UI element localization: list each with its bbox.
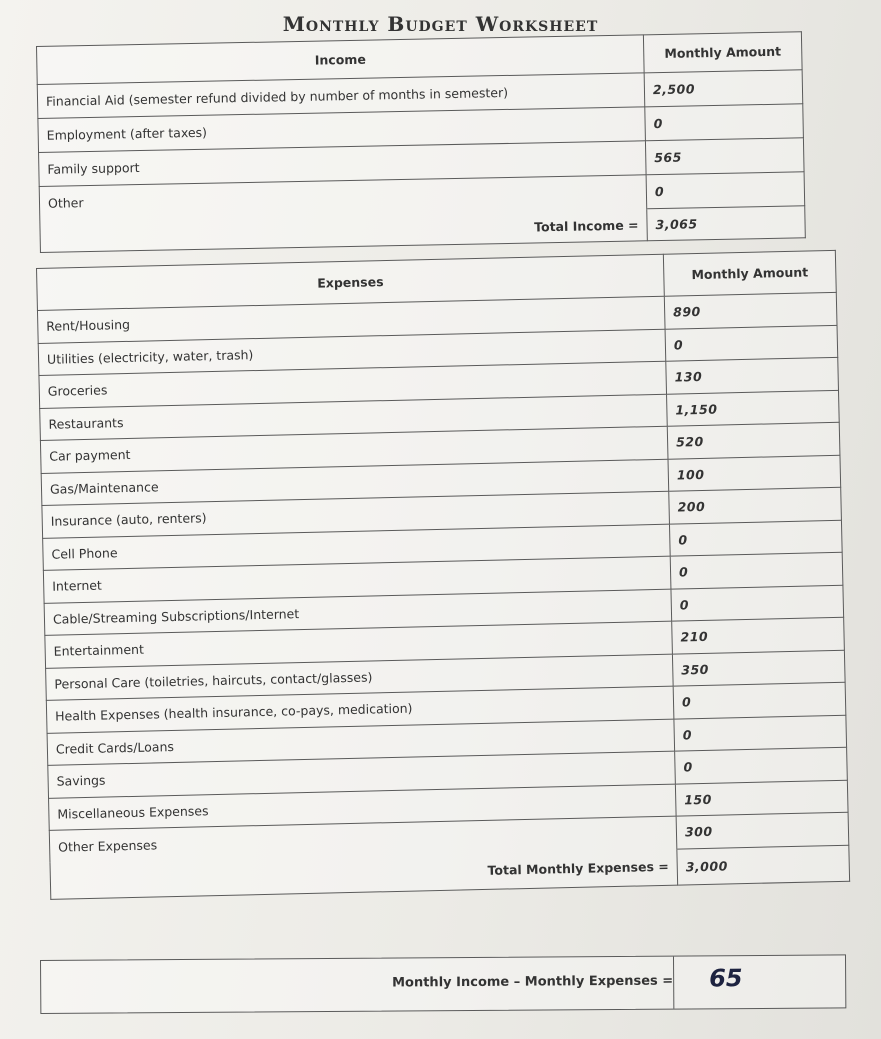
expense-row-amount: 350 bbox=[672, 650, 845, 686]
expense-row-amount: 210 bbox=[672, 617, 845, 653]
expense-row-label: Cable/Streaming Subscriptions/Internet bbox=[44, 589, 672, 636]
difference-label: Monthly Income – Monthly Expenses = bbox=[392, 973, 674, 991]
expense-row-amount: 0 bbox=[674, 715, 847, 751]
difference-value: 65 bbox=[709, 964, 743, 993]
expense-row-amount: 200 bbox=[669, 487, 842, 523]
expenses-header-amount: Monthly Amount bbox=[663, 250, 836, 296]
expense-row-amount: 520 bbox=[667, 422, 840, 458]
expense-row-label: Other Expenses bbox=[49, 816, 677, 863]
expense-row-label: Internet bbox=[43, 556, 671, 603]
expense-row-label: Restaurants bbox=[40, 394, 668, 441]
expense-row-amount: 890 bbox=[664, 292, 837, 328]
income-row-amount: 0 bbox=[645, 104, 804, 141]
income-header-amount: Monthly Amount bbox=[643, 32, 802, 73]
income-total-label: Total Income = bbox=[40, 209, 648, 253]
expense-row-label: Utilities (electricity, water, trash) bbox=[38, 329, 666, 376]
expense-row-amount: 0 bbox=[675, 747, 848, 783]
expense-row-label: Health Expenses (health insurance, co-pays, medication) bbox=[46, 686, 674, 733]
income-row-label: Employment (after taxes) bbox=[38, 107, 646, 153]
income-row-label: Financial Aid (semester refund divided by number of months in semester) bbox=[37, 73, 645, 119]
difference-divider bbox=[673, 957, 674, 1009]
expense-row-label: Car payment bbox=[40, 426, 668, 473]
expenses-total-label: Total Monthly Expenses = bbox=[50, 849, 678, 899]
expense-row-amount: 130 bbox=[666, 357, 839, 393]
difference-box bbox=[40, 954, 846, 1014]
income-row-amount: 0 bbox=[646, 172, 805, 209]
expense-row-amount: 0 bbox=[665, 325, 838, 361]
expense-row-amount: 100 bbox=[668, 455, 841, 491]
expense-row-label: Personal Care (toiletries, haircuts, contact/glasses) bbox=[46, 654, 674, 701]
expense-row-amount: 0 bbox=[671, 585, 844, 621]
expenses-total-amount: 3,000 bbox=[677, 845, 850, 885]
income-row-amount: 2,500 bbox=[644, 70, 803, 107]
income-row-label: Family support bbox=[39, 141, 647, 187]
expenses-header-label: Expenses bbox=[37, 254, 665, 310]
expense-row-label: Cell Phone bbox=[43, 524, 671, 571]
expense-row-label: Groceries bbox=[39, 361, 667, 408]
expense-row-amount: 150 bbox=[675, 780, 848, 816]
expense-row-amount: 0 bbox=[673, 682, 846, 718]
expense-row-label: Savings bbox=[48, 751, 676, 798]
expense-row-label: Credit Cards/Loans bbox=[47, 719, 675, 766]
expense-row-amount: 0 bbox=[669, 520, 842, 556]
expense-row-amount: 1,150 bbox=[667, 390, 840, 426]
expense-row-amount: 0 bbox=[670, 552, 843, 588]
worksheet-title: Monthly Budget Worksheet bbox=[282, 12, 599, 36]
expense-row-label: Entertainment bbox=[45, 621, 673, 668]
income-total-amount: 3,065 bbox=[647, 206, 806, 241]
income-header-label: Income bbox=[37, 35, 645, 85]
income-row-amount: 565 bbox=[645, 138, 804, 175]
expenses-table bbox=[36, 250, 850, 899]
expense-row-label: Gas/Maintenance bbox=[41, 459, 669, 506]
income-row-label: Other bbox=[39, 175, 647, 221]
expense-row-amount: 300 bbox=[676, 812, 849, 848]
expense-row-label: Insurance (auto, renters) bbox=[42, 491, 670, 538]
expense-row-label: Miscellaneous Expenses bbox=[49, 784, 677, 831]
income-table bbox=[36, 31, 806, 253]
expense-row-label: Rent/Housing bbox=[37, 296, 665, 343]
